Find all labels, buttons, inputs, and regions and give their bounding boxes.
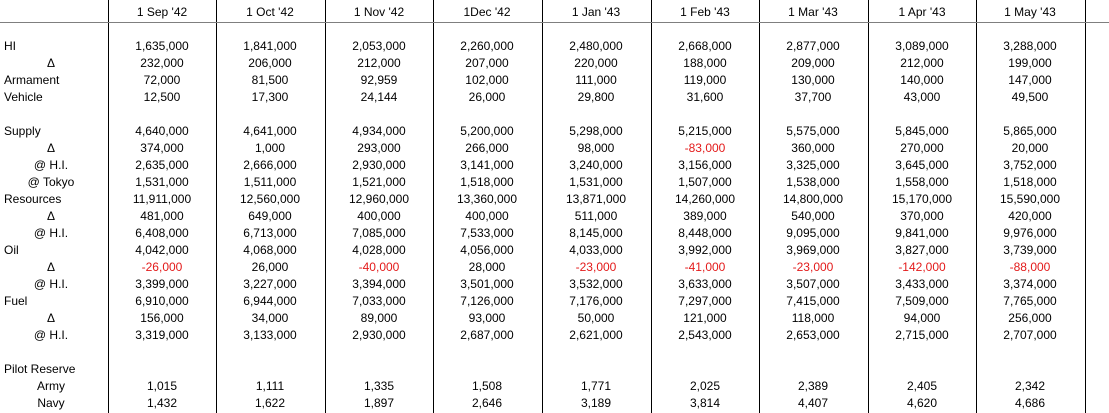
table-cell: 7,533,000 (460, 226, 514, 240)
table-cell: 1,518,000 (1003, 175, 1057, 189)
table-cell: 5,215,000 (678, 124, 732, 138)
table-cell: 360,000 (791, 141, 835, 155)
table-cell: 6,910,000 (135, 294, 189, 308)
table-cell: 15,590,000 (999, 192, 1061, 206)
table-cell: 374,000 (140, 141, 184, 155)
table-cell: 400,000 (465, 209, 509, 223)
table-cell: -23,000 (792, 260, 834, 274)
table-cell: 3,325,000 (786, 158, 840, 172)
table-cell: 6,408,000 (135, 226, 189, 240)
table-cell: 14,260,000 (674, 192, 736, 206)
table-cell: -26,000 (141, 260, 183, 274)
table-cell: 1,000 (254, 141, 286, 155)
table-cell: 370,000 (900, 209, 944, 223)
table-cell: 50,000 (577, 311, 615, 325)
table-cell: 389,000 (683, 209, 727, 223)
table-cell: 89,000 (360, 311, 398, 325)
table-cell: 43,000 (903, 90, 941, 104)
table-cell: 3,374,000 (1003, 277, 1057, 291)
table-cell: 2,480,000 (569, 39, 623, 53)
table-cell: 2,668,000 (678, 39, 732, 53)
table-cell: 7,176,000 (569, 294, 623, 308)
table-cell: 4,028,000 (352, 243, 406, 257)
row-label: Δ (46, 141, 55, 155)
table-cell: 4,686 (1014, 396, 1046, 410)
table-cell: 9,095,000 (786, 226, 840, 240)
table-cell: 511,000 (574, 209, 618, 223)
table-cell: 2,666,000 (243, 158, 297, 172)
table-cell: 5,575,000 (786, 124, 840, 138)
table-cell: 6,713,000 (243, 226, 297, 240)
table-cell: 1,015 (146, 379, 178, 393)
table-cell: 1,538,000 (786, 175, 840, 189)
row-label: Armament (4, 73, 60, 87)
table-cell: -88,000 (1009, 260, 1051, 274)
table-cell: 2,715,000 (895, 328, 949, 342)
column-header: 1 Feb '43 (680, 5, 730, 19)
table-cell: 28,000 (468, 260, 506, 274)
table-cell: 256,000 (1008, 311, 1052, 325)
table-cell: 98,000 (577, 141, 615, 155)
table-cell: 3,739,000 (1003, 243, 1057, 257)
column-header: 1 Jan '43 (571, 5, 621, 19)
table-cell: 5,298,000 (569, 124, 623, 138)
table-cell: 1,841,000 (243, 39, 297, 53)
table-cell: 220,000 (574, 56, 618, 70)
header-divider (0, 22, 1109, 23)
table-cell: 3,532,000 (569, 277, 623, 291)
table-cell: 3,156,000 (678, 158, 732, 172)
table-cell: 3,633,000 (678, 277, 732, 291)
table-cell: 4,407 (797, 396, 829, 410)
table-cell: 29,800 (577, 90, 615, 104)
table-cell: 26,000 (468, 90, 506, 104)
table-cell: 400,000 (357, 209, 401, 223)
row-label: Δ (46, 311, 55, 325)
table-cell: 11,911,000 (132, 192, 192, 206)
table-cell: 5,200,000 (460, 124, 514, 138)
table-cell: 8,145,000 (569, 226, 623, 240)
table-cell: 420,000 (1008, 209, 1052, 223)
table-cell: 1,558,000 (895, 175, 949, 189)
table-cell: 37,700 (794, 90, 832, 104)
table-cell: 92,959 (360, 73, 398, 87)
row-label: Supply (4, 124, 41, 138)
table-cell: 7,765,000 (1003, 294, 1057, 308)
table-cell: 4,620 (906, 396, 938, 410)
table-cell: 3,501,000 (460, 277, 514, 291)
table-cell: 3,319,000 (135, 328, 189, 342)
column-divider (1085, 0, 1086, 413)
table-cell: 2,930,000 (352, 158, 406, 172)
table-cell: -83,000 (684, 141, 726, 155)
table-cell: 5,865,000 (1003, 124, 1057, 138)
row-label: Navy (37, 396, 65, 410)
table-cell: 3,227,000 (243, 277, 297, 291)
table-cell: 4,641,000 (243, 124, 297, 138)
table-cell: 9,976,000 (1003, 226, 1057, 240)
row-label: Pilot Reserve (4, 362, 76, 376)
table-cell: 5,845,000 (895, 124, 949, 138)
table-cell: 3,089,000 (895, 39, 949, 53)
table-cell: -41,000 (684, 260, 726, 274)
table-cell: 188,000 (683, 56, 727, 70)
table-cell: 3,141,000 (460, 158, 514, 172)
column-header: 1 Sep '42 (136, 5, 188, 19)
table-cell: 121,000 (683, 311, 727, 325)
table-cell: 24,144 (360, 90, 398, 104)
table-cell: 7,126,000 (460, 294, 514, 308)
column-header: 1 Oct '42 (246, 5, 294, 19)
table-cell: 209,000 (791, 56, 835, 70)
row-label: Fuel (4, 294, 28, 308)
table-cell: 72,000 (143, 73, 181, 87)
table-cell: 12,560,000 (239, 192, 301, 206)
row-label: Vehicle (4, 90, 43, 104)
table-cell: 26,000 (251, 260, 289, 274)
table-cell: 1,531,000 (569, 175, 623, 189)
table-cell: 1,518,000 (460, 175, 514, 189)
table-cell: 12,500 (143, 90, 181, 104)
row-label: Army (37, 379, 65, 393)
column-header: 1Dec '42 (463, 5, 511, 19)
table-cell: 34,000 (251, 311, 289, 325)
table-cell: 2,543,000 (678, 328, 732, 342)
table-cell: 2,621,000 (569, 328, 623, 342)
table-cell: 270,000 (900, 141, 944, 155)
table-cell: 3,189 (580, 396, 612, 410)
table-cell: 2,930,000 (352, 328, 406, 342)
table-cell: 206,000 (248, 56, 292, 70)
table-cell: 3,240,000 (569, 158, 623, 172)
column-header: 1 May '43 (1004, 5, 1056, 19)
row-label: @ H.I. (33, 226, 69, 240)
table-cell: 15,170,000 (891, 192, 953, 206)
row-label: Δ (46, 209, 55, 223)
table-cell: 3,507,000 (786, 277, 840, 291)
row-label: @ Tokyo (27, 175, 75, 189)
row-label: Δ (46, 56, 55, 70)
table-cell: 1,111 (255, 379, 285, 393)
table-cell: 212,000 (900, 56, 944, 70)
table-cell: 8,448,000 (678, 226, 732, 240)
table-cell: 17,300 (251, 90, 289, 104)
table-cell: 199,000 (1008, 56, 1052, 70)
table-cell: 1,432 (146, 396, 178, 410)
table-cell: 7,033,000 (352, 294, 406, 308)
table-cell: -23,000 (575, 260, 617, 274)
table-cell: 2,260,000 (460, 39, 514, 53)
table-cell: 4,640,000 (135, 124, 189, 138)
table-cell: 13,871,000 (565, 192, 627, 206)
table-cell: 147,000 (1008, 73, 1052, 87)
table-cell: 1,521,000 (352, 175, 406, 189)
table-cell: 3,133,000 (243, 328, 297, 342)
row-label: @ H.I. (33, 158, 69, 172)
table-cell: 3,645,000 (895, 158, 949, 172)
table-cell: 2,635,000 (135, 158, 189, 172)
table-cell: 2,025 (689, 379, 721, 393)
table-cell: 1,511,000 (243, 175, 297, 189)
table-cell: 118,000 (791, 311, 835, 325)
table-cell: 3,992,000 (678, 243, 732, 257)
table-cell: 540,000 (791, 209, 835, 223)
table-cell: 2,707,000 (1003, 328, 1057, 342)
table-cell: 1,335 (363, 379, 395, 393)
table-cell: 111,000 (575, 73, 617, 87)
table-cell: 649,000 (248, 209, 292, 223)
table-cell: 7,415,000 (786, 294, 840, 308)
table-cell: 1,622 (254, 396, 286, 410)
table-cell: -142,000 (898, 260, 946, 274)
table-cell: 102,000 (465, 73, 509, 87)
table-cell: 3,827,000 (895, 243, 949, 257)
row-label: @ H.I. (33, 277, 69, 291)
table-cell: 93,000 (468, 311, 506, 325)
table-cell: 130,000 (791, 73, 835, 87)
table-cell: 3,399,000 (135, 277, 189, 291)
table-cell: 6,944,000 (243, 294, 297, 308)
row-label: Δ (46, 260, 55, 274)
table-cell: 293,000 (357, 141, 401, 155)
table-cell: 9,841,000 (895, 226, 949, 240)
table-cell: -40,000 (358, 260, 400, 274)
table-cell: 2,687,000 (460, 328, 514, 342)
table-cell: 140,000 (900, 73, 944, 87)
table-cell: 1,508 (471, 379, 503, 393)
table-cell: 14,800,000 (782, 192, 844, 206)
table-cell: 4,056,000 (460, 243, 514, 257)
row-label: Oil (4, 243, 19, 257)
table-cell: 7,509,000 (895, 294, 949, 308)
table-cell: 2,389 (797, 379, 829, 393)
table-cell: 3,394,000 (352, 277, 406, 291)
table-cell: 4,033,000 (569, 243, 623, 257)
table-cell: 12,960,000 (348, 192, 410, 206)
table-cell: 31,600 (686, 90, 724, 104)
table-cell: 2,877,000 (786, 39, 840, 53)
table-cell: 1,531,000 (135, 175, 189, 189)
table-cell: 266,000 (465, 141, 509, 155)
table-cell: 13,360,000 (456, 192, 518, 206)
table-cell: 3,752,000 (1003, 158, 1057, 172)
table-cell: 49,500 (1011, 90, 1049, 104)
table-cell: 2,646 (471, 396, 503, 410)
table-cell: 207,000 (465, 56, 509, 70)
table-cell: 1,771 (580, 379, 612, 393)
table-cell: 3,814 (689, 396, 721, 410)
table-cell: 2,405 (906, 379, 938, 393)
table-cell: 3,969,000 (786, 243, 840, 257)
row-label: HI (4, 39, 16, 53)
column-header: 1 Apr '43 (898, 5, 946, 19)
table-cell: 3,288,000 (1003, 39, 1057, 53)
table-cell: 94,000 (903, 311, 941, 325)
table-cell: 81,500 (251, 73, 289, 87)
table-cell: 2,342 (1014, 379, 1046, 393)
table-cell: 4,934,000 (352, 124, 406, 138)
table-cell: 1,897 (363, 396, 395, 410)
row-label: Resources (4, 192, 62, 206)
table-cell: 20,000 (1011, 141, 1049, 155)
table-cell: 7,085,000 (352, 226, 406, 240)
table-cell: 1,635,000 (135, 39, 189, 53)
table-cell: 4,068,000 (243, 243, 297, 257)
table-cell: 119,000 (683, 73, 727, 87)
table-cell: 2,653,000 (786, 328, 840, 342)
table-cell: 7,297,000 (678, 294, 732, 308)
table-cell: 2,053,000 (352, 39, 406, 53)
column-header: 1 Mar '43 (788, 5, 838, 19)
table-cell: 4,042,000 (135, 243, 189, 257)
table-cell: 212,000 (357, 56, 401, 70)
table-cell: 1,507,000 (678, 175, 732, 189)
row-label: @ H.I. (33, 328, 69, 342)
table-cell: 481,000 (140, 209, 184, 223)
table-cell: 3,433,000 (895, 277, 949, 291)
table-cell: 232,000 (140, 56, 184, 70)
table-cell: 156,000 (140, 311, 184, 325)
column-header: 1 Nov '42 (353, 5, 405, 19)
